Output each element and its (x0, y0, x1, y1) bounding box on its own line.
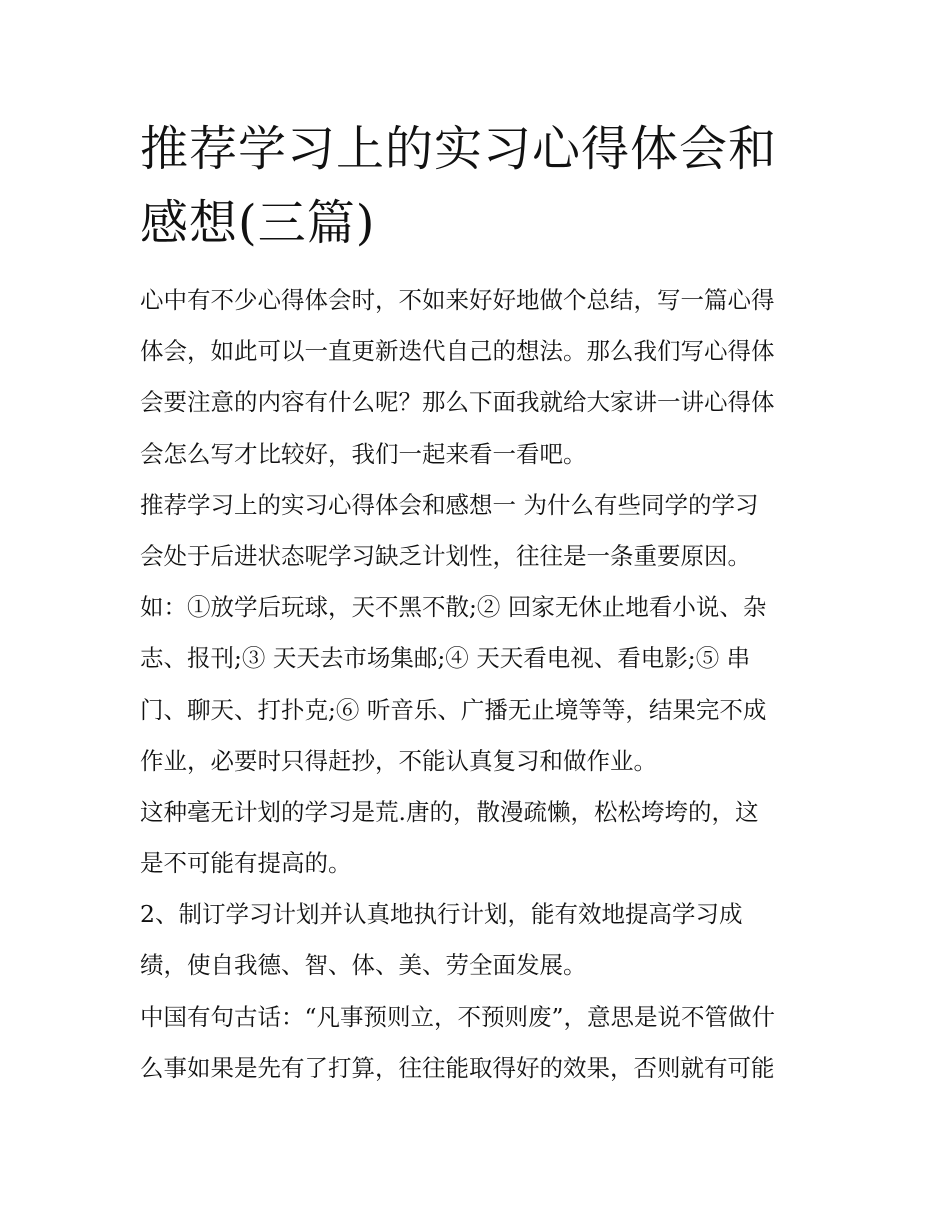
title-line: 推荐学习上的实习心得体会和 (140, 121, 778, 177)
body-line: 会怎么写才比较好，我们一起来看一看吧。 (140, 439, 587, 468)
body-line: 作业，必要时只得赶抄，不能认真复习和做作业。 (140, 746, 657, 775)
document-body (140, 275, 830, 1094)
document-title (140, 112, 820, 260)
body-line: 志、报刊;③ 天天去市场集邮;④ 天天看电视、看电影;⑤ 串 (140, 644, 751, 673)
title-line: 感想(三篇) (140, 195, 376, 251)
body-line: 如：①放学后玩球，天不黑不散;② 回家无休止地看小说、杂 (140, 593, 767, 622)
body-line: 2、制订学习计划并认真地执行计划，能有效地提高学习成 (140, 900, 743, 929)
body-line: 是不可能有提高的。 (140, 849, 352, 878)
body-line: 绩，使自我德、智、体、美、劳全面发展。 (140, 951, 587, 980)
body-line: 中国有句古话：“凡事预则立，不预则废”，意思是说不管做什 (140, 1002, 776, 1031)
body-line: 体会，如此可以一直更新迭代自己的想法。那么我们写心得体 (140, 337, 775, 366)
body-line: 会要注意的内容有什么呢？那么下面我就给大家讲一讲心得体 (140, 388, 775, 417)
body-line: 这种毫无计划的学习是荒.唐的，散漫疏懒，松松垮垮的，这 (140, 797, 759, 826)
body-line: 推荐学习上的实习心得体会和感想一 为什么有些同学的学习 (140, 490, 759, 519)
body-line: 么事如果是先有了打算，往往能取得好的效果，否则就有可能 (140, 1053, 775, 1082)
body-line: 门、聊天、打扑克;⑥ 听音乐、广播无止境等等，结果完不成 (140, 695, 767, 724)
body-line: 会处于后进状态呢学习缺乏计划性，往往是一条重要原因。 (140, 541, 751, 570)
body-line: 心中有不少心得体会时，不如来好好地做个总结，写一篇心得 (140, 286, 775, 314)
